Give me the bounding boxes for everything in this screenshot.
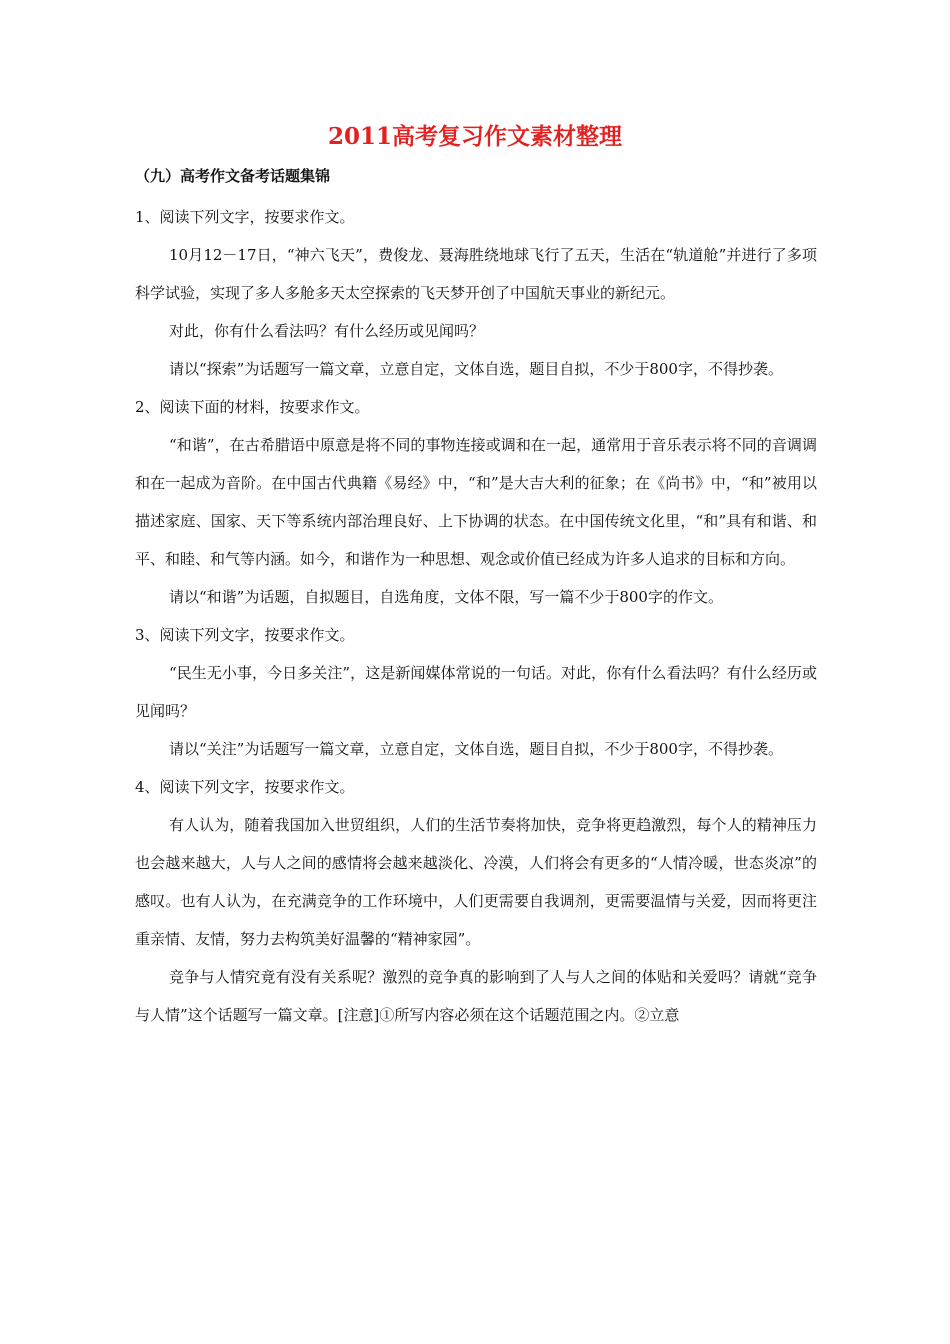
document-title: 2011高考复习作文素材整理	[327, 123, 622, 150]
item-4-paragraph-2: 竞争与人情究竟有没有关系呢？激烈的竞争真的影响到了人与人之间的体贴和关爱吗？请就“竞争与人情”这个话题写一篇文章。[注意]①所写内容必须在这个话题范围之内。②立意	[135, 968, 817, 1024]
item-2-paragraph-1: “和谐”，在古希腊语中原意是将不同的事物连接或调和在一起，通常用于音乐表示将不同的音调调和在一起成为音阶。在中国古代典籍《易经》中，“和”是大吉大利的征象；在《尚书》中，“和”被用以描述家庭、国家、天下等系统内部治理良好、上下协调的状态。在中国传统文化里，“和”具有和谐、和平、和睦、和气等内涵。如今，和谐作为一种思想、观念或价值已经成为许多人追求的目标和方向。	[135, 436, 817, 568]
item-1-heading: 1、阅读下列文字，按要求作文。	[135, 208, 355, 226]
item-1-paragraph-2: 对此，你有什么看法吗？有什么经历或见闻吗？	[169, 322, 485, 340]
item-3-paragraph-2: 请以“关注”为话题写一篇文章，立意自定，文体自选，题目自拟，不少于800字，不得抄袭。	[169, 740, 783, 758]
item-4-paragraph-1: 有人认为，随着我国加入世贸组织，人们的生活节奏将加快，竞争将更趋激烈，每个人的精神压力也会越来越大，人与人之间的感情将会越来越淡化、冷漠，人们将会有更多的“人情冷暖，世态炎凉”的感叹。也有人认为，在充满竞争的工作环境中，人们更需要自我调剂，更需要温情与关爱，因而将更注重亲情、友情，努力去构筑美好温馨的“精神家园”。	[135, 816, 817, 948]
document-body	[135, 198, 817, 1034]
item-1-paragraph-3: 请以“探索”为话题写一篇文章，立意自定，文体自选，题目自拟，不少于800字，不得抄袭。	[169, 360, 783, 378]
item-3-paragraph-1: “民生无小事，今日多关注”，这是新闻媒体常说的一句话。对此，你有什么看法吗？有什么经历或见闻吗？	[135, 664, 817, 720]
item-1-paragraph-1: 10月12－17日，“神六飞天”，费俊龙、聂海胜绕地球飞行了五天，生活在“轨道舱”并进行了多项科学试验，实现了多人多舱多天太空探索的飞天梦开创了中国航天事业的新纪元。	[135, 246, 817, 302]
section-heading: （九）高考作文备考话题集锦	[135, 167, 331, 185]
item-3-heading: 3、阅读下列文字，按要求作文。	[135, 626, 355, 644]
item-2-heading: 2、阅读下面的材料，按要求作文。	[135, 398, 370, 416]
item-2-paragraph-2: 请以“和谐”为话题，自拟题目，自选角度，文体不限，写一篇不少于800字的作文。	[169, 588, 723, 606]
item-4-heading: 4、阅读下列文字，按要求作文。	[135, 778, 355, 796]
